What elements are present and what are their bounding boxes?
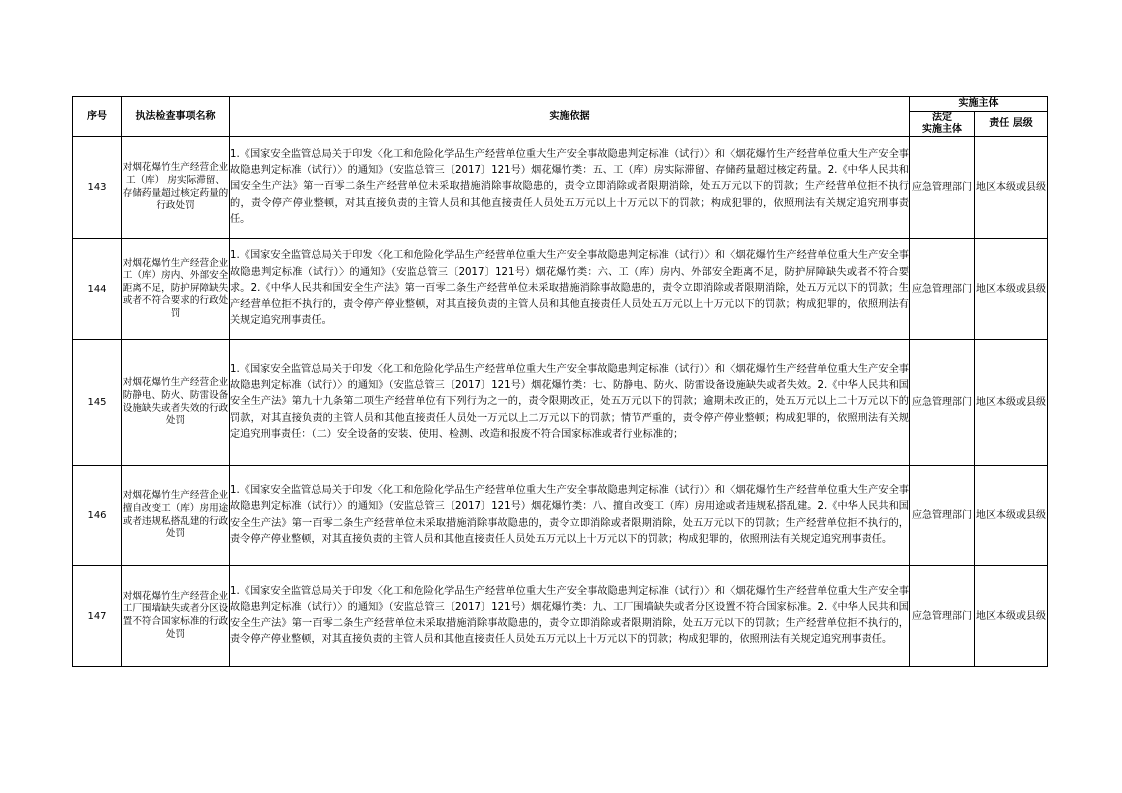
row-seq: 145 <box>73 340 122 466</box>
row-level: 地区本级或县级 <box>975 239 1048 340</box>
row-item-name: 对烟花爆竹生产经营企业防静电、防火、防雷设备设施缺失或者失效的行政处罚 <box>122 340 230 466</box>
row-seq: 143 <box>73 137 122 239</box>
row-item-name: 对烟花爆竹生产经营企业工（库）房内、外部安全距离不足，防护屏障缺失或者不符合要求的行政处罚 <box>122 239 230 340</box>
row-level: 地区本级或县级 <box>975 566 1048 667</box>
table-row <box>73 137 1048 239</box>
header-seq: 序号 <box>73 97 122 137</box>
row-item-name: 对烟花爆竹生产经营企业工（库） 房实际滞留、存储药量超过核定药量的行政处罚 <box>122 137 230 239</box>
row-level: 地区本级或县级 <box>975 466 1048 566</box>
row-dept: 应急管理部门 <box>910 137 975 239</box>
row-item-name: 对烟花爆竹生产经营企业擅自改变工（库）房用途或者违规私搭乱建的行政处罚 <box>122 466 230 566</box>
row-dept: 应急管理部门 <box>910 239 975 340</box>
header-subject: 实施主体 <box>910 97 1048 112</box>
table-row <box>73 340 1048 466</box>
row-dept: 应急管理部门 <box>910 466 975 566</box>
row-item-name: 对烟花爆竹生产经营企业工厂围墙缺失或者分区设置不符合国家标准的行政处罚 <box>122 566 230 667</box>
row-basis: 1.《国家安全监管总局关于印发〈化工和危险化学品生产经营单位重大生产安全事故隐患判定标准（试行）〉和〈烟花爆竹生产经营单位重大生产安全事故隐患判定标准（试行）〉的通知》（安监总管三〔2017〕121号）烟花爆竹类：六、工（库）房内、外部安全距离不足，防护屏障缺失或者不符合要求。2.《中华人民共和国安全生产法》第一百零二条生产经营单位未采取措施消除事故隐患的，责令立即消除或者限期消除，处五万元以下的罚款；生产经营单位拒不执行的，责令停产停业整顿，对其直接负责的主管人员和其他直接责任人员处五万元以上十万元以下的罚款；构成犯罪的，依照刑法有关规定追究刑事责任。 <box>230 239 910 340</box>
table-row <box>73 466 1048 566</box>
header-basis: 实施依据 <box>230 97 910 137</box>
table-row <box>73 239 1048 340</box>
row-dept: 应急管理部门 <box>910 566 975 667</box>
header-item-name: 执法检查事项名称 <box>122 97 230 137</box>
row-level: 地区本级或县级 <box>975 137 1048 239</box>
row-seq: 146 <box>73 466 122 566</box>
header-legal-subject: 法定 实施主体 <box>910 112 975 137</box>
row-basis: 1.《国家安全监管总局关于印发〈化工和危险化学品生产经营单位重大生产安全事故隐患判定标准（试行）〉和〈烟花爆竹生产经营单位重大生产安全事故隐患判定标准（试行）〉的通知》（安监总管三〔2017〕121号）烟花爆竹类：八、擅自改变工（库）房用途或者违规私搭乱建。2.《中华人民共和国安全生产法》第一百零二条生产经营单位未采取措施消除事故隐患的，责令立即消除或者限期消除，处五万元以下的罚款；生产经营单位拒不执行的，责令停产停业整顿，对其直接负责的主管人员和其他直接责任人员处五万元以上十万元以下的罚款；构成犯罪的，依照刑法有关规定追究刑事责任。 <box>230 466 910 566</box>
row-seq: 144 <box>73 239 122 340</box>
header-level: 责任 层级 <box>975 112 1048 137</box>
row-basis: 1.《国家安全监管总局关于印发〈化工和危险化学品生产经营单位重大生产安全事故隐患判定标准（试行）〉和〈烟花爆竹生产经营单位重大生产安全事故隐患判定标准（试行）〉的通知》（安监总管三〔2017〕121号）烟花爆竹类：九、工厂围墙缺失或者分区设置不符合国家标准。2.《中华人民共和国安全生产法》第一百零二条生产经营单位未采取措施消除事故隐患的，责令立即消除或者限期消除，处五万元以下的罚款；生产经营单位拒不执行的，责令停产停业整顿，对其直接负责的主管人员和其他直接责任人员处五万元以上十万元以下的罚款；构成犯罪的，依照刑法有关规定追究刑事责任。 <box>230 566 910 667</box>
row-seq: 147 <box>73 566 122 667</box>
row-basis: 1.《国家安全监管总局关于印发〈化工和危险化学品生产经营单位重大生产安全事故隐患判定标准（试行）〉和〈烟花爆竹生产经营单位重大生产安全事故隐患判定标准（试行）〉的通知》（安监总管三〔2017〕121号）烟花爆竹类：五、工（库）房实际滞留、存储药量超过核定药量。2.《中华人民共和国安全生产法》第一百零二条生产经营单位未采取措施消除事故隐患的，责令立即消除或者限期消除，处五万元以下的罚款；生产经营单位拒不执行的，责令停产停业整顿，对其直接负责的主管人员和其他直接责任人员处五万元以上十万元以下的罚款；构成犯罪的，依照刑法有关规定追究刑事责任。 <box>230 137 910 239</box>
table-row <box>73 566 1048 667</box>
row-basis: 1.《国家安全监管总局关于印发〈化工和危险化学品生产经营单位重大生产安全事故隐患判定标准（试行）〉和〈烟花爆竹生产经营单位重大生产安全事故隐患判定标准（试行）〉的通知》（安监总管三〔2017〕121号）烟花爆竹类：七、防静电、防火、防雷设备设施缺失或者失效。2.《中华人民共和国安全生产法》第九十九条第二项生产经营单位有下列行为之一的，责令限期改正，处五万元以下的罚款；逾期未改正的，处五万元以上二十万元以下的罚款，对其直接负责的主管人员和其他直接责任人员处一万元以上二万元以下的罚款；情节严重的，责令停产停业整顿；构成犯罪的，依照刑法有关规定追究刑事责任：（二）安全设备的安装、使用、检测、改造和报废不符合国家标准或者行业标准的； <box>230 340 910 466</box>
row-dept: 应急管理部门 <box>910 340 975 466</box>
enforcement-table <box>72 96 1048 667</box>
row-level: 地区本级或县级 <box>975 340 1048 466</box>
